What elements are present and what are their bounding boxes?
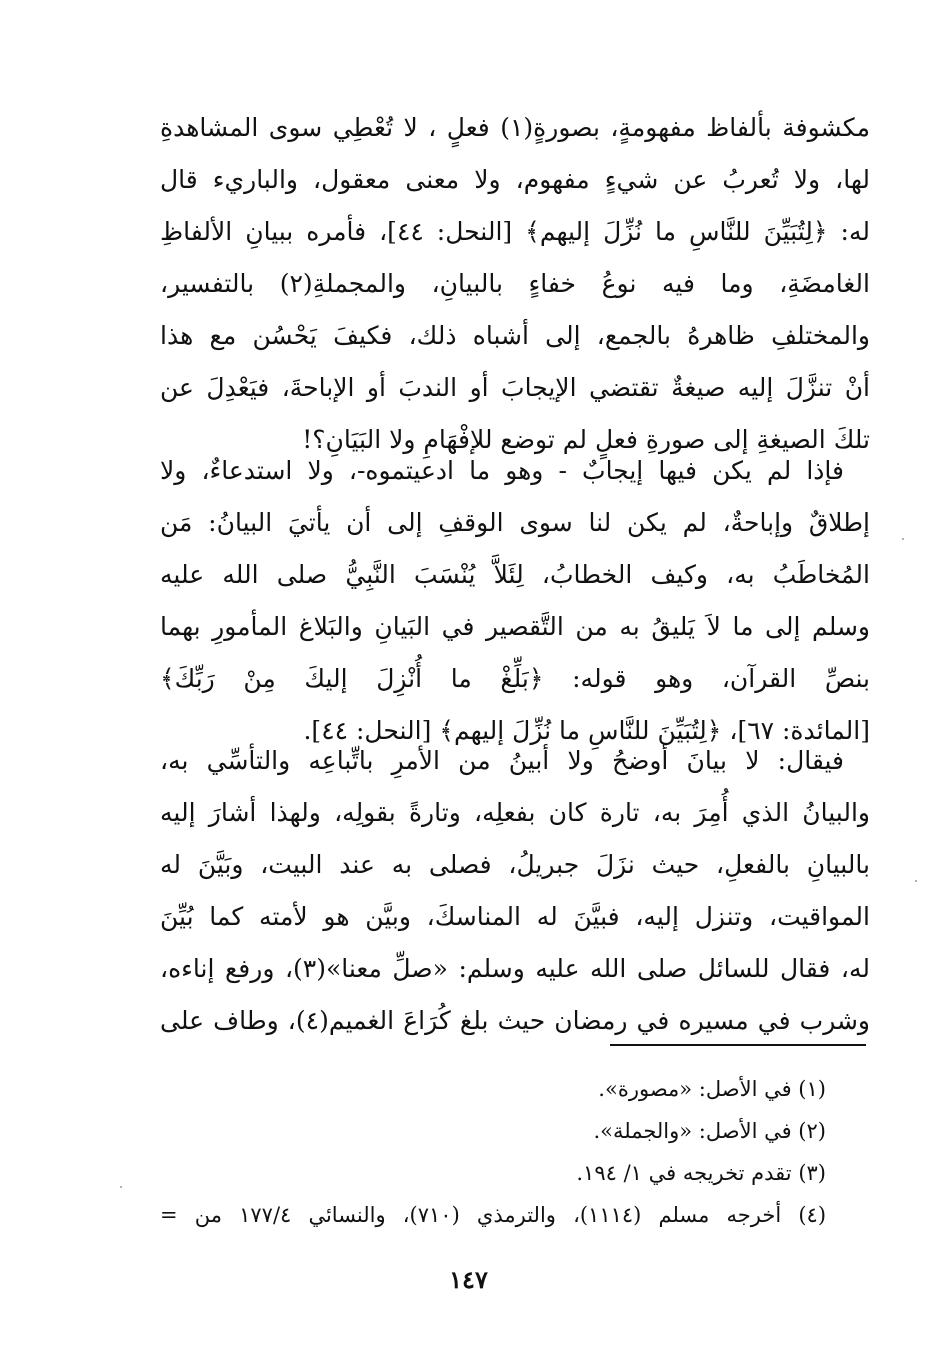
text-line: والمختلفِ ظاهرهُ بالجمع، إلى أشباه ذلك، فكيفَ يَحْسُن مع هذا <box>160 321 870 350</box>
page-number: ١٤٧ <box>449 1265 488 1294</box>
footnote-4: (٤) أخرجه مسلم (١١١٤)، والترمذي (٧١٠)، والنسائي ١٧٧/٤ من = <box>160 1203 827 1227</box>
text-line: مكشوفة بألفاظ مفهومةٍ، بصورةٍ(١) فعلٍ ، لا تُعْطِي سوى المشاهدةِ <box>160 113 870 142</box>
text-line: الغامضَةِ، وما فيه نوعُ خفاءٍ بالبيانِ، والمجملةِ(٢) بالتفسير، <box>160 269 870 298</box>
text-line: بالبيانِ بالفعلِ، حيث نزَلَ جبريلُ، فصلى به عند البيت، وبَيَّنَ له <box>160 850 870 879</box>
text-line: تلكَ الصيغةِ إلى صورةِ فعلٍ لم توضع للإفْهَامِ ولا البَيَانِ؟! <box>302 425 870 454</box>
footnote-2: (٢) في الأصل: «والجملة». <box>593 1119 826 1143</box>
footnotes <box>160 1068 866 1236</box>
text-line: فيقال: لا بيانَ أوضحُ ولا أبينُ من الأمرِ باتِّباعِه والتأسِّي به، <box>160 746 844 775</box>
scan-speck <box>915 880 917 882</box>
text-line: وشرب في مسيره في رمضان حيث بلغ كُرَاعَ الغميم(٤)، وطاف على <box>160 1006 870 1035</box>
text-line: المواقيت، وتنزل إليه، فبيَّنَ له المناسكَ، وبيَّن هو لأمته كما بُيِّنَ <box>160 902 870 931</box>
footnote-3: (٣) تقدم تخريجه في ١/ ١٩٤. <box>576 1161 826 1185</box>
text-line: وسلم إلى ما لاَ يَليقُ به من التَّقصير في البَيانِ والبَلاغ المأمورِ بهما <box>160 612 870 641</box>
text-line: بنصِّ القرآن، وهو قوله: ﴿بَلِّغْ ما أُنْزِلَ إليكَ مِنْ رَبِّكَ﴾ <box>160 664 870 693</box>
text-line: إطلاقٌ وإباحةٌ، لم يكن لنا سوى الوقفِ إلى أن يأتيَ البيانُ: مَن <box>160 508 870 537</box>
text-line: أنْ تنزَّلَ إليه صيغةٌ تقتضي الإيجابَ أو الندبَ أو الإباحةَ، فيَعْدِلَ عن <box>160 373 870 402</box>
scan-speck <box>120 1186 122 1188</box>
paragraph-3 <box>160 735 870 1047</box>
text-line: له، فقال للسائل صلى الله عليه وسلم: «صلِّ معنا»(٣)، ورفع إناءه، <box>160 954 870 983</box>
text-line: فإذا لم يكن فيها إيجابٌ - وهو ما ادعيتموه-، ولا استدعاءٌ، ولا <box>160 456 844 485</box>
text-line: والبيانُ الذي أُمِرَ به، تارة كان بفعلِه، وتارةً بقولِه، ولهذا أشارَ إليه <box>160 798 870 827</box>
footnote-1: (١) في الأصل: «مصورة». <box>598 1077 826 1101</box>
text-line: المُخاطَبُ به، وكيف الخطابُ، لِئَلاَّ يُنْسَبَ النَّبِيُّ صلى الله عليه <box>160 560 870 589</box>
text-line: [المائدة: ٦٧]، ﴿لِتُبَيِّنَ للنَّاسِ ما نُزِّلَ إليهم﴾ [النحل: ٤٤]. <box>303 716 870 745</box>
scan-speck <box>902 538 904 540</box>
paragraph-1 <box>160 102 870 466</box>
footnote-separator <box>610 1044 866 1046</box>
text-line: له: ﴿لِتُبَيِّنَ للنَّاسِ ما نُزِّلَ إليهم﴾ [النحل: ٤٤]، فأمره ببيانِ الألفاظِ <box>160 217 870 246</box>
text-line: لها، ولا تُعربُ عن شيءٍ مفهوم، ولا معنى معقول، والباريء قال <box>160 165 870 194</box>
paragraph-2 <box>160 445 870 757</box>
